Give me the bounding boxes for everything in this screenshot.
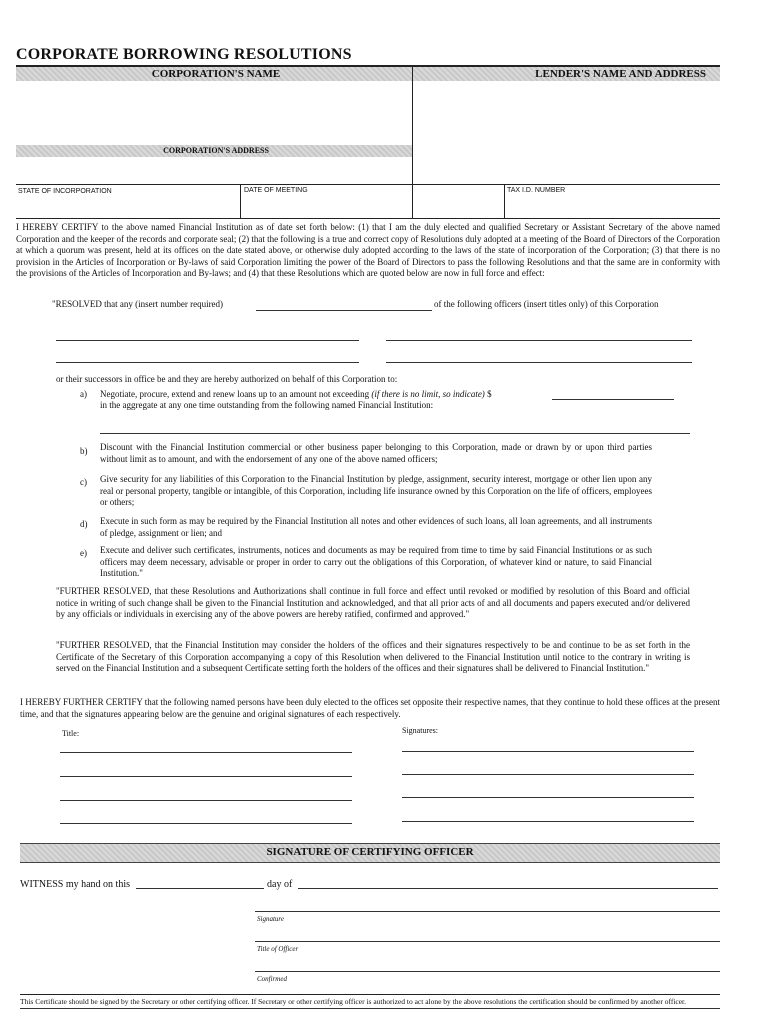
item-b-text: Discount with the Financial Institution commercial or other business paper belonging to this Corporation, made or drawn by or upon third parties without limit as to amount, and with the endorsement of any one of the above named officers; xyxy=(100,442,652,464)
corporation-address-label: CORPORATION'S ADDRESS xyxy=(163,146,269,155)
tax-id-label: TAX I.D. NUMBER xyxy=(507,187,566,194)
item-d-letter: d) xyxy=(80,519,88,529)
item-a-text: Negotiate, procure, extend and renew loans up to an amount not exceeding (if there is no limit, so indicate) $ xyxy=(100,389,492,399)
resolved-prefix: "RESOLVED that any (insert number required) xyxy=(52,299,224,309)
footer-note: This Certificate should be signed by the Secretary or other certifying officer. If Secretary or other certifying officer is authorized to act alone by the above resolutions the certification should be confirmed by another officer. xyxy=(20,994,720,1006)
tax-divider xyxy=(504,184,505,218)
item-c-text: Give security for any liabilities of this Corporation to the Financial Institution by pledge, assignment, security interest, mortgage or other lien upon any real or personal property, tangible or intangible, of this Corporation, including life insurance owned by this Corporation on the life of officers, employees or others; xyxy=(100,474,652,508)
further-resolved-1: "FURTHER RESOLVED, that these Resolutions and Authorizations shall continue in full force and effect until revoked or modified by resolution of this Board and official notice in writing of such change shall be given to the Financial Institution and acknowledged, and that all prior acts of and all documents and papers executed and/or delivered by any officials or individuals in exercising any of the above powers are hereby ratified, confirmed and approved." xyxy=(56,586,690,620)
witness-month-line[interactable] xyxy=(298,888,718,889)
item-a-text2: in the aggregate at any one time outstanding from the following named Financial Institution: xyxy=(100,400,434,410)
item-b-letter: b) xyxy=(80,446,88,456)
signature-line-1[interactable] xyxy=(402,751,694,752)
officer-title-line-2[interactable] xyxy=(386,340,692,341)
officer-title-line-1[interactable] xyxy=(56,340,359,341)
further-resolved-2: "FURTHER RESOLVED, that the Financial Institution may consider the holders of the offices and their signatures respectively to be and continue to be as set forth in the Certificate of the Secretary of this Corporation accompanying a copy of this Resolution when delivered to the Financial Institution until notice to the contrary in writing is served on the Financial Institution and a subsequent Certificate setting forth the holders of the offices and their signatures shall be delivered to Financial Institution." xyxy=(56,640,690,674)
corporation-name-label: CORPORATION'S NAME xyxy=(151,68,281,80)
successors-text: or their successors in office be and they are hereby authorized on behalf of this Corporation to: xyxy=(56,374,398,384)
item-c-letter: c) xyxy=(80,477,87,487)
resolved-suffix: of the following officers (insert titles only) of this Corporation xyxy=(434,299,659,309)
header-row-line xyxy=(16,184,720,185)
item-e-text: Execute and deliver such certificates, instruments, notices and documents as may be required from time to time by said Financial Institutions or as such officers may deem necessary, advisable or proper in order to carry out the obligations of this Corporation, of whatever kind or nature, to said Financial Institution." xyxy=(100,545,652,579)
title-line-3[interactable] xyxy=(60,800,352,801)
confirmed-label: Confirmed xyxy=(257,975,287,983)
signature-line-4[interactable] xyxy=(402,821,694,822)
header-box xyxy=(16,65,720,219)
signatures-column-label: Signatures: xyxy=(402,726,438,735)
resolved-number-line[interactable] xyxy=(256,310,432,311)
signature-line-2[interactable] xyxy=(402,774,694,775)
confirmed-line[interactable] xyxy=(255,971,720,972)
officer-title-line-4[interactable] xyxy=(386,362,692,363)
loan-amount-line[interactable] xyxy=(552,399,674,400)
title-of-officer-line[interactable] xyxy=(255,941,720,942)
certifying-officer-label: SIGNATURE OF CERTIFYING OFFICER xyxy=(266,846,474,858)
certify-paragraph: I HEREBY CERTIFY to the above named Financial Institution as of date set forth below: (1) that I am the duly elected and qualified Secretary or Assistant Secretary of the above named Corporation and the keeper of the records and corporate seal; (2) that the following is a true and correct copy of Resolutions duly adopted at a meeting of the Board of Directors of the Corporation at which a quorum was present, held at its offices on the date stated above, or otherwise duly adopted according to the laws of the state of incorporation of the Corporation; (3) that there is no provision in the Articles of Incorporation or By-laws of said Corporation limiting the power of the Board of Directors to pass the following Resolutions and that the same are in conformity with the provisions of the Articles of Incorporation and By-laws; and (4) that these Resolutions which are quoted below are now in full force and effect: xyxy=(16,222,720,279)
day-of-label: day of xyxy=(267,879,293,890)
footer-bottom-rule xyxy=(20,1008,720,1009)
title-line-4[interactable] xyxy=(60,823,352,824)
witness-day-line[interactable] xyxy=(136,888,264,889)
officer-title-line-3[interactable] xyxy=(56,362,359,363)
further-certify-paragraph: I HEREBY FURTHER CERTIFY that the following named persons have been duly elected to the offices set opposite their respective names, that they continue to hold these offices at the present time, and that the signatures appearing below are the genuine and original signatures of each respectively. xyxy=(20,697,720,719)
title-of-officer-label: Title of Officer xyxy=(257,945,299,953)
state-of-incorporation-label: STATE OF INCORPORATION xyxy=(18,188,112,195)
state-divider xyxy=(240,184,241,218)
item-d-text: Execute in such form as may be required by the Financial Institution all notes and other evidences of such loans, all loan agreements, and all instruments of pledge, assignment or lien; and xyxy=(100,516,652,538)
signature-label: Signature xyxy=(257,915,284,923)
financial-institution-line[interactable] xyxy=(100,433,690,434)
signature-line-3[interactable] xyxy=(402,797,694,798)
document-title: CORPORATE BORROWING RESOLUTIONS xyxy=(16,46,352,63)
witness-prefix: WITNESS my hand on this xyxy=(20,879,130,890)
title-line-2[interactable] xyxy=(60,776,352,777)
signature-line[interactable] xyxy=(255,911,720,912)
title-column-label: Title: xyxy=(62,729,80,738)
lender-name-label: LENDER'S NAME AND ADDRESS xyxy=(535,68,706,80)
title-line-1[interactable] xyxy=(60,752,352,753)
item-a-letter: a) xyxy=(80,389,87,399)
item-e-letter: e) xyxy=(80,548,87,558)
date-of-meeting-label: DATE OF MEETING xyxy=(244,187,308,194)
header-divider xyxy=(412,67,413,218)
